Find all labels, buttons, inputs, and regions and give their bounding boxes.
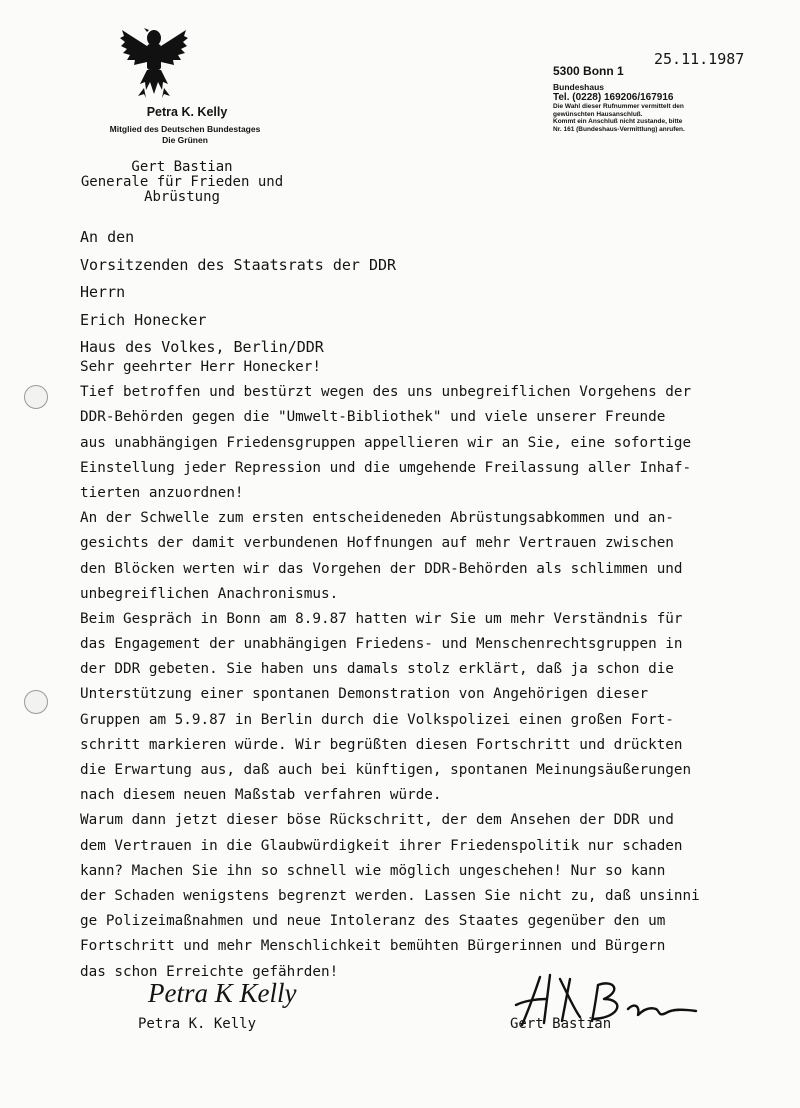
body-line: Tief betroffen und bestürzt wegen des uns unbegreiflichen Vorgehens der — [80, 384, 692, 401]
office-building: Bundeshaus — [553, 82, 605, 92]
cosigner-line: Abrüstung — [144, 189, 220, 205]
body-line: kann? Machen Sie ihn so schnell wie möglich ungeschehen! Nur so kann — [80, 862, 666, 879]
body-line: An der Schwelle zum ersten entscheideneden Abrüstungsabkommen und an- — [80, 510, 674, 527]
office-note-line: Die Wahl dieser Rufnummer vermittelt den — [553, 103, 684, 110]
sender-affiliation — [60, 124, 310, 146]
body-line: dem Vertrauen in die Glaubwürdigkeit ihrer Friedenspolitik nur schaden — [80, 837, 683, 854]
letter-body — [80, 355, 785, 985]
body-line: das Engagement der unabhängigen Friedens- und Menschenrechtsgruppen in — [80, 636, 683, 653]
office-phone: Tel. (0228) 169206/167916 — [553, 91, 674, 103]
body-line: Einstellung jeder Repression und die umgehende Freilassung aller Inhaf- — [80, 459, 692, 476]
cosigner-line: Generale für Frieden und — [80, 174, 284, 190]
recipient-line: Haus des Volkes, Berlin/DDR — [80, 338, 324, 356]
body-line: nach diesem neuen Maßstab verfahren würde. — [80, 787, 442, 804]
sender-name: Petra K. Kelly — [146, 105, 228, 119]
signature-bastian-printed: Gert Bastian — [510, 1016, 612, 1032]
recipient-address — [80, 224, 396, 362]
body-line: das schon Erreichte gefährden! — [80, 963, 339, 980]
body-line: Gruppen am 5.9.87 in Berlin durch die Volkspolizei einen großen Fort- — [80, 711, 674, 728]
body-line: aus unabhängigen Friedensgruppen appellieren wir an Sie, eine sofortige — [80, 434, 692, 451]
body-line: der Schaden wenigstens begrenzt werden. Lassen Sie nicht zu, daß unsinni — [80, 887, 700, 904]
sender-party: Die Grünen — [162, 135, 208, 145]
recipient-line: Erich Honecker — [80, 310, 207, 329]
body-line: unbegreiflichen Anachronismus. — [80, 585, 339, 602]
body-line: der DDR gebeten. Sie haben uns damals stolz erklärt, daß ja schon die — [80, 661, 674, 678]
body-line: Beim Gespräch in Bonn am 8.9.87 hatten wir Sie um mehr Verständnis für — [80, 610, 683, 627]
office-note-line: Nr. 161 (Bundeshaus-Vermittlung) anrufen. — [553, 125, 685, 133]
body-line: tierten anzuordnen! — [80, 484, 244, 501]
body-line: gesichts der damit verbundenen Hoffnungen auf mehr Vertrauen zwischen — [80, 535, 674, 552]
signature-kelly: Petra K Kelly — [148, 978, 297, 1008]
body-line: ge Polizeimaßnahmen und neue Intoleranz des Staates gegenüber den um — [80, 913, 666, 930]
recipient-line: Herrn — [80, 283, 126, 301]
office-city: 5300 Bonn 1 — [553, 64, 624, 78]
body-line: Fortschritt und mehr Menschlichkeit bemühten Bürgerinnen und Bürgern — [80, 938, 666, 955]
recipient-line: Vorsitzenden des Staatsrats der DDR — [80, 255, 397, 274]
punch-hole-top — [24, 385, 48, 409]
letter-date: 25.11.1987 — [654, 50, 745, 68]
body-line: DDR-Behörden gegen die "Umwelt-Bibliothek" und viele unserer Freunde — [80, 409, 666, 426]
office-details — [553, 82, 753, 133]
cosigner-line: Gert Bastian — [131, 159, 233, 175]
body-line: schritt markieren würde. Wir begrüßten diesen Fortschritt und drückten — [80, 736, 683, 753]
body-line: die Erwartung aus, daß auch bei künftigen, spontanen Meinungsäußerungen — [80, 762, 692, 778]
body-line: Warum dann jetzt dieser böse Rückschritt, der dem Ansehen der DDR und — [80, 812, 674, 829]
recipient-line: An den — [80, 228, 135, 246]
office-note-line: gewünschten Hausanschluß. — [553, 110, 643, 118]
body-line: Unterstützung einer spontanen Demonstration von Angehörigen dieser — [80, 686, 649, 703]
body-line: den Blöcken werten wir das Vorgehen der DDR-Behörden als schlimmen und — [80, 560, 683, 577]
sender-role: Mitglied des Deutschen Bundestages — [109, 124, 261, 134]
body-line: Sehr geehrter Herr Honecker! — [80, 359, 322, 375]
signature-kelly-printed: Petra K. Kelly — [138, 1016, 257, 1032]
punch-hole-bottom — [24, 690, 48, 714]
office-note-line: Kommt ein Anschluß nicht zustande, bitte — [553, 118, 683, 126]
federal-eagle-icon — [118, 22, 190, 100]
cosigner-block — [62, 160, 302, 205]
